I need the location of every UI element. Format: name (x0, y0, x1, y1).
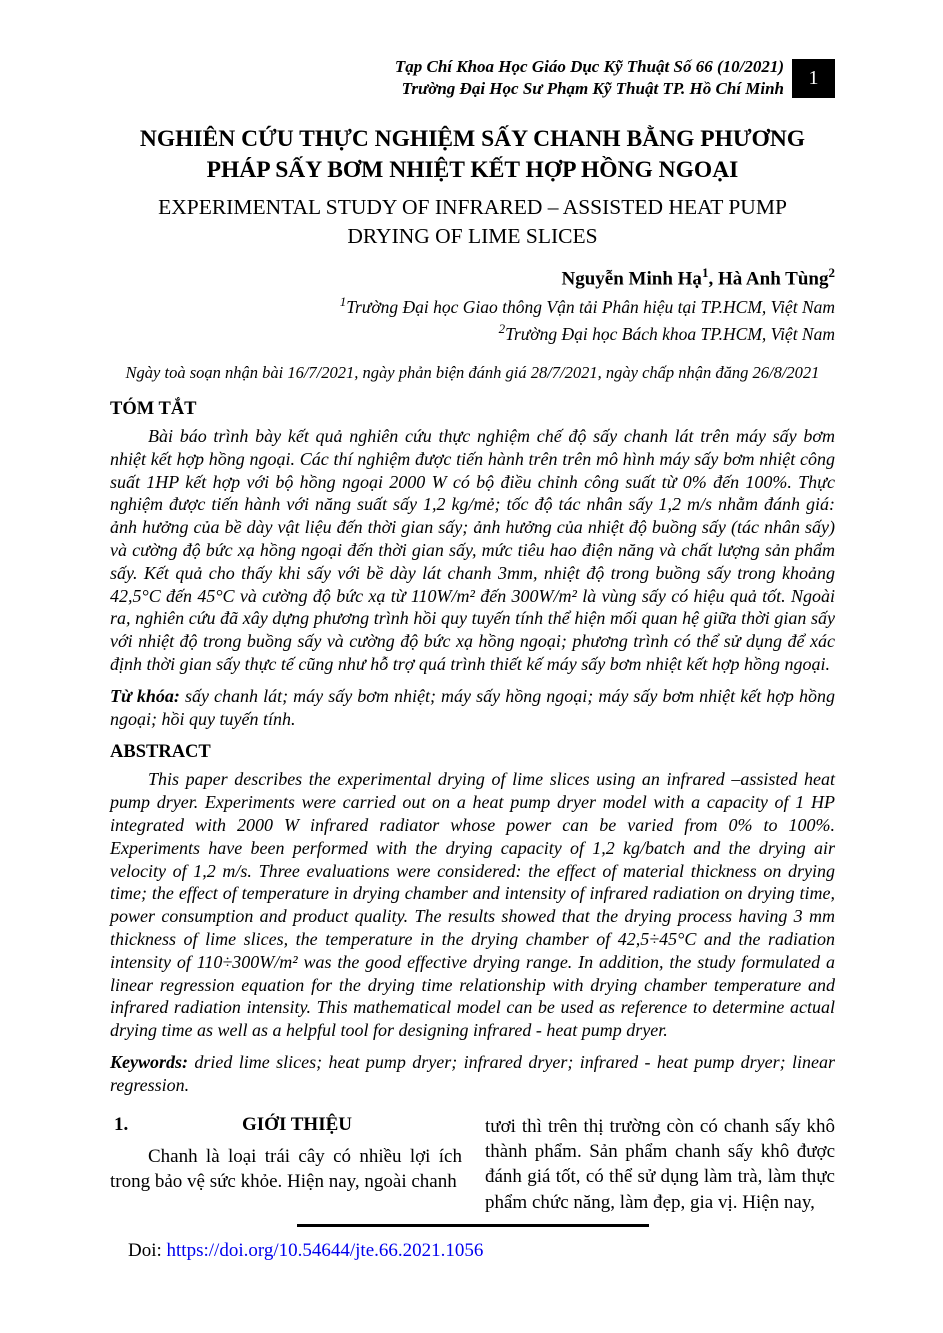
section-1-number: 1. (114, 1113, 129, 1135)
body-column-left (110, 1112, 462, 1216)
body-column-right (485, 1112, 835, 1216)
footnote-separator-rule (297, 1224, 649, 1227)
affiliation-1 (110, 291, 835, 318)
article-title-english: EXPERIMENTAL STUDY OF INFRARED – ASSISTED HEAT PUMP DRYING OF LIME SLICES (158, 195, 787, 248)
journal-header-text (395, 56, 784, 100)
keywords-en-list: dried lime slices; heat pump dryer; infrared dryer; infrared - heat pump dryer; linear regression. (110, 1051, 835, 1095)
abstract-en-heading: ABSTRACT (110, 742, 211, 763)
journal-header (110, 56, 835, 100)
page-number-badge: 1 (792, 59, 835, 98)
submission-dates-line: Ngày toà soạn nhận bài 16/7/2021, ngày phản biện đánh giá 28/7/2021, ngày chấp nhận đăng 26/8/2021 (125, 362, 820, 382)
section-1-title: GIỚI THIỆU (242, 1113, 352, 1135)
keywords-vi-label: Từ khóa: (110, 685, 180, 706)
journal-name-line2: Trường Đại Học Sư Phạm Kỹ Thuật TP. Hồ Chí Minh (401, 79, 784, 98)
keywords-vi-list: sấy chanh lát; máy sấy bơm nhiệt; máy sấy hồng ngoại; máy sấy bơm nhiệt kết hợp hồng ngoại; hồi quy tuyến tính. (110, 685, 835, 729)
affiliation-1-text: Trường Đại học Giao thông Vận tải Phân hiệu tại TP.HCM, Việt Nam (346, 297, 835, 318)
journal-name-line1: Tạp Chí Khoa Học Giáo Dục Kỹ Thuật Số 66 (10/2021) (394, 57, 784, 76)
section-1-paragraph-right: tươi thì trên thị trường còn có chanh sấy khô thành phẩm. Sản phẩm chanh sấy khô được đánh giá tốt, có thể sử dụng làm trà, làm thực phẩm chức năng, làm đẹp, gia vị. Hiện nay, (485, 1115, 835, 1213)
abstract-vi-body: Bài báo trình bày kết quả nghiên cứu thực nghiệm chế độ sấy chanh lát trên máy sấy bơm nhiệt kết hợp hồng ngoại. Các thí nghiệm được tiến hành trên trên mô hình máy sấy bơm nhiệt công suất 1HP kết hợp với bộ hồng ngoại 2000 W có bộ điều chỉnh công suất từ 0% đến 100%. Thực nghiệm được tiến hành với năng suất sấy 1,2 kg/mẻ; tốc độ tác nhân sấy 1,2 m/s nhằm đánh giá: ảnh hưởng của bề dày vật liệu đến thời gian sấy; ảnh hưởng của nhiệt độ buồng sấy (tác nhân sấy) và cường độ bức xạ hồng ngoại đến thời gian sấy, mức tiêu hao điện năng và chất lượng sản phẩm sấy. Kết quả cho thấy khi sấy với bề dày lát chanh 3mm, nhiệt độ trong buồng sấy trong khoảng 42,5°C đến 45°C và cường độ bức xạ từ 110W/m² đến 300W/m² là vùng sấy có hiệu quả tốt. Ngoài ra, nghiên cứu đã xây dựng phương trình hồi quy tuyến tính thể hiện mối quan hệ giữa thời gian sấy với nhiệt độ trong buồng sấy và cường độ bức xạ hồng ngoại; phương trình có thể sử dụng để xác định thời gian sấy thực tế cũng như hỗ trợ quá trình thiết kế máy sấy bơm nhiệt kết hợp hồng ngoại. (110, 425, 835, 674)
affiliation-2-text: Trường Đại học Bách khoa TP.HCM, Việt Nam (505, 323, 835, 344)
doi-line (110, 1239, 835, 1263)
doi-label: Doi: (128, 1240, 167, 1262)
keywords-vi (110, 685, 835, 731)
author-2-name: Hà Anh Tùng (717, 268, 829, 290)
affiliation-2 (110, 318, 835, 345)
authors-separator: , (708, 268, 718, 290)
keywords-en (110, 1051, 835, 1097)
keywords-en-label: Keywords: (110, 1051, 188, 1072)
section-1-paragraph-left: Chanh là loại trái cây có nhiều lợi ích trong bảo vệ sức khỏe. Hiện nay, ngoài chanh (110, 1145, 462, 1192)
authors-line (110, 261, 835, 291)
author-1-affiliation-marker: 1 (701, 265, 709, 280)
affiliation-2-marker: 2 (498, 321, 506, 337)
author-2-affiliation-marker: 2 (828, 265, 835, 280)
article-title-vietnamese: NGHIÊN CỨU THỰC NGHIỆM SẤY CHANH BẰNG PHƯƠNG PHÁP SẤY BƠM NHIỆT KẾT HỢP HỒNG NGOẠI (139, 126, 806, 183)
two-column-body (110, 1112, 835, 1216)
author-1-name: Nguyễn Minh Hạ (561, 268, 702, 290)
affiliation-1-marker: 1 (339, 294, 347, 310)
section-1-heading (110, 1112, 462, 1137)
abstract-en-body: This paper describes the experimental drying of lime slices using an infrared –assisted heat pump dryer. Experiments were carried out on a heat pump dryer model with a capacity of 1 HP integrated with 2000 W infrared radiator whose power can be varied from 0% to 100%. Experiments have been performed with the drying capacity of 1,2 kg/batch and the drying air velocity of 1,2 m/s. Three evaluations were considered: the effect of material thickness on drying time; the effect of temperature in drying chamber and intensity of infrared radiation on drying time, power consumption and product quality. The results showed that the drying process having 3 mm thickness of lime slices, the temperature in the drying chamber of 42,5÷45°C and the radiation intensity of 110÷300W/m² was the good effective drying range. In addition, the study formulated a linear regression equation for the drying time relationship with drying chamber temperature and infrared radiation intensity. This mathematical model can be used as reference to determine actual drying time as well as a helpful tool for designing infrared - heat pump dryer. (110, 769, 835, 1041)
abstract-vi-heading: TÓM TẮT (110, 398, 197, 419)
doi-link[interactable]: https://doi.org/10.54644/jte.66.2021.1056 (166, 1240, 484, 1262)
